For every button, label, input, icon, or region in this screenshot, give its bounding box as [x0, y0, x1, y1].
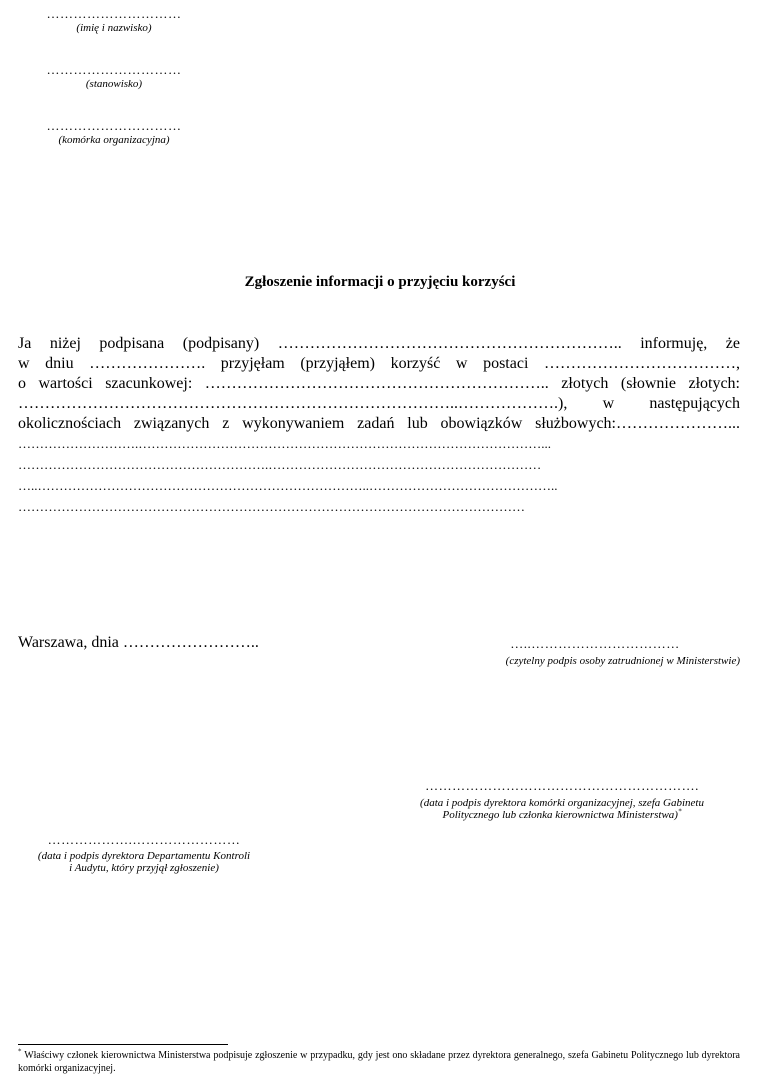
body-line: o wartości szacunkowej: ……………………………………………………….. złotych (słownie złotych:	[18, 375, 740, 392]
unit-dots: …………………………	[46, 118, 182, 133]
footnote-divider	[18, 1044, 228, 1045]
director-caption-line1: (data i podpis dyrektora komórki organizacyjnej, szefa Gabinetu	[420, 797, 704, 809]
name-dots: …………………………	[46, 6, 182, 21]
footnote	[18, 1049, 740, 1075]
body-line: w dniu …………………. przyjęłam (przyjąłem) korzyść w postaci ………………………………,	[18, 355, 740, 372]
position-block	[18, 62, 210, 90]
position-dots: …………………………	[46, 62, 182, 77]
body-line: …..…………………………………………………………………..……………………………………..	[18, 478, 558, 493]
body-line: Ja niżej podpisana (podpisany) ……………………………………………………….. informuję, że	[18, 335, 740, 352]
body-line: ……………………….…………………………………………………………………………………...	[18, 436, 551, 451]
employee-signature-caption: (czytelny podpis osoby zatrudnionej w Ministerstwie)	[505, 655, 740, 667]
director-caption-line2-wrap	[376, 809, 748, 821]
position-caption: (stanowisko)	[85, 78, 143, 90]
audit-caption-line2: i Audytu, który przyjął zgłoszenie)	[69, 862, 219, 874]
unit-block	[18, 118, 210, 146]
body-line: ………………………………………………….………………………………………………………	[18, 457, 542, 472]
footnote-mark: *	[18, 1047, 22, 1056]
director-caption-line2: Politycznego lub członka kierownictwa Ministerstwa)	[442, 809, 678, 821]
name-caption: (imię i nazwisko)	[76, 22, 152, 34]
body-line: ………………………………………………………………………………………………………	[18, 499, 525, 514]
audit-signature-block	[10, 832, 278, 874]
employee-signature-block	[440, 636, 750, 667]
place-date: Warszawa, dnia ……………………..	[18, 634, 259, 651]
audit-caption-line1: (data i podpis dyrektora Departamentu Kontroli	[37, 850, 251, 862]
director-signature-block	[376, 778, 748, 821]
body-line: okolicznościach związanych z wykonywaniem zadań lub obowiązków służbowych:…………………...	[18, 415, 740, 432]
footnote-text: Właściwy członek kierownictwa Ministerstwa podpisuje zgłoszenie w przypadku, gdy jest ono składane przez dyrektora generalnego, szefa Gabinetu Politycznego lub dyrektora komórki organizacyjnej.	[18, 1050, 740, 1074]
employee-signature-dots: …..……………………………	[510, 636, 680, 651]
director-signature-dots: …………………………………………………….	[425, 778, 699, 793]
body-line: ………………………………………………………………………..……………….), w następujących	[18, 395, 740, 412]
director-footnote-mark: *	[677, 807, 682, 816]
unit-caption: (komórka organizacyjna)	[58, 134, 170, 146]
document-title: Zgłoszenie informacji o przyjęciu korzyści	[244, 274, 516, 290]
name-block	[18, 6, 210, 34]
audit-signature-dots: ……………….……………………	[47, 832, 241, 847]
